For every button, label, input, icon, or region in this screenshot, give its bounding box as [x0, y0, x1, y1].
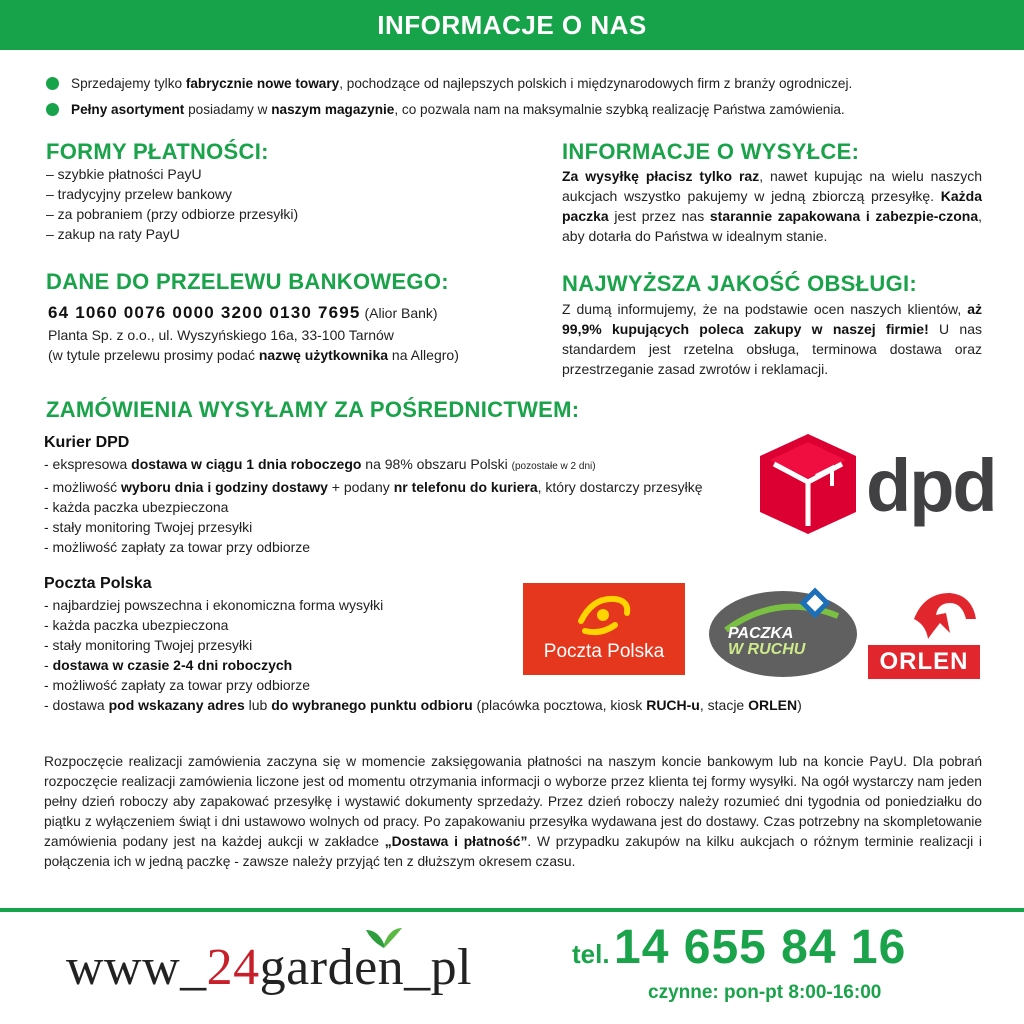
- bank-note: (w tytule przelewu prosimy podać nazwę użytkownika na Allegro): [48, 347, 459, 363]
- payment-title: FORMY PŁATNOŚCI:: [46, 139, 269, 164]
- dpd-line: - możliwość zapłaty za towar przy odbiorze: [44, 539, 311, 555]
- poczta-line: - stały monitoring Twojej przesyłki: [44, 637, 253, 653]
- page-title: INFORMACJE O NAS: [377, 9, 647, 40]
- dpd-section: [44, 432, 764, 557]
- 24garden-logo: www_24garden_pl: [66, 938, 472, 998]
- bullet-icon: [46, 103, 59, 116]
- tel-label: tel.: [572, 939, 610, 969]
- poczta-line: - najbardziej powszechna i ekonomiczna forma wysyłki: [44, 597, 384, 613]
- shipping-info-text: Za wysyłkę płacisz tylko raz, nawet kupując na wielu naszych aukcjach wszystko pakujemy w jedną zbiorczą przesyłkę. Każda paczka jest przez nas starannie zapakowana i zabezpie-czona, aby dotarła do Państwa w idealnym stanie.: [562, 168, 982, 244]
- dpd-title: Kurier DPD: [44, 434, 130, 451]
- intro-item: [46, 96, 996, 122]
- dpd-logo-text: dpd: [866, 444, 996, 527]
- order-processing-info: Rozpoczęcie realizacji zamówienia zaczyna się w momencie zaksięgowania płatności na naszym koncie bankowym lub na koncie PayU. Dla pobrań rozpoczęcie realizacji zamówienia liczone jest od momentu otrzymania informacji o wyborze przez klienta tej formy wysyłki. Na ogół wystarczy nam jeden pełny dzień roboczy aby zapakować przesyłkę i wystawić dokumenty sprzedaży. Przez dzień roboczy należy rozumieć dni tygodnia od poniedziałku do piątku z wyłączeniem świąt i dni ustawowo wolnych od pracy. Po zapakowaniu przesyłka wydawana jest do dostawy. Czas potrzebny na skompletowanie zamówienia podany jest na każdej aukcji w zakładce „Dostawa i płatność”. W przypadku zakupów na kilku aukcjach o różnym terminie realizacji i połączenia ich w jedną paczkę - zawsze należy przyjąć ten z dłuższym okresem czasu.: [44, 754, 982, 869]
- bullet-icon: [46, 77, 59, 90]
- payment-item: – szybkie płatności PayU: [46, 166, 202, 182]
- shipping-info-title: INFORMACJE O WYSYŁCE:: [562, 139, 860, 164]
- paczka-w-ruchu-logo: [708, 586, 858, 678]
- dpd-cube-icon: [760, 434, 856, 534]
- bank-account-row: [48, 301, 498, 325]
- header-bar: [0, 0, 1024, 50]
- payment-item: – tradycyjny przelew bankowy: [46, 186, 232, 202]
- intro-item: [46, 70, 996, 96]
- dpd-line: - stały monitoring Twojej przesyłki: [44, 519, 253, 535]
- quality-title: NAJWYŻSZA JAKOŚĆ OBSŁUGI:: [562, 271, 918, 296]
- orlen-logo: [866, 589, 982, 679]
- tel-number: 14 655 84 16: [614, 921, 907, 974]
- payment-list: [46, 164, 466, 244]
- carriers-title: ZAMÓWIENIA WYSYŁAMY ZA POŚREDNICTWEM:: [46, 397, 580, 422]
- opening-hours: czynne: pon-pt 8:00-16:00: [648, 982, 882, 1003]
- orlen-eagle-icon: [910, 589, 980, 641]
- phone-contact: [572, 920, 906, 975]
- bank-address: Planta Sp. z o.o., ul. Wyszyńskiego 16a, 33-100 Tarnów: [48, 327, 394, 343]
- bank-name: (Alior Bank): [364, 305, 438, 321]
- ruch-logo-text: PACZKA W RUCHU: [728, 625, 806, 658]
- payment-item: – zakup na raty PayU: [46, 226, 180, 242]
- poczta-logo-text: Poczta Polska: [543, 641, 665, 662]
- dpd-line: - każda paczka ubezpieczona: [44, 499, 229, 515]
- poczta-line: - możliwość zapłaty za towar przy odbiorze: [44, 677, 311, 693]
- bank-title: DANE DO PRZELEWU BANKOWEGO:: [46, 269, 449, 294]
- quality-text: Z dumą informujemy, że na podstawie ocen naszych klientów, aż 99,9% kupujących poleca zakupy w naszej firmie! U nas standardem jest rzetelna obsługa, terminowa dostawa oraz przestrzeganie zasad zwrotów i reklamacji.: [562, 301, 982, 377]
- poczta-line: - dostawa w czasie 2-4 dni roboczych: [44, 657, 293, 673]
- posthorn-icon: [575, 591, 633, 639]
- bank-details: [48, 301, 498, 365]
- poczta-line: - każda paczka ubezpieczona: [44, 617, 229, 633]
- dpd-line: - możliwość wyboru dnia i godziny dostawy + podany nr telefonu do kuriera, który dostarczy przesyłkę: [44, 479, 703, 495]
- footer-divider: [0, 908, 1024, 912]
- leaf-icon: [364, 926, 404, 948]
- bank-account-number: 64 1060 0076 0000 3200 0130 7695: [48, 303, 361, 322]
- poczta-title: Poczta Polska: [44, 575, 152, 592]
- poczta-line: - dostawa pod wskazany adres lub do wybranego punktu odbioru (placówka pocztowa, kiosk RUCH-u, stacje ORLEN): [44, 697, 802, 713]
- orlen-logo-text: ORLEN: [868, 645, 980, 679]
- poczta-polska-logo: [523, 583, 685, 675]
- intro-text: Pełny asortyment posiadamy w naszym magazynie, co pozwala nam na maksymalnie szybką realizację Państwa zamówienia.: [71, 101, 845, 117]
- intro-list: [46, 70, 996, 122]
- intro-text: Sprzedajemy tylko fabrycznie nowe towary, pochodzące od najlepszych polskich i międzynarodowych firm z branży ogrodniczej.: [71, 75, 853, 91]
- dpd-line: - ekspresowa dostawa w ciągu 1 dnia roboczego na 98% obszaru Polski (pozostałe w 2 dni): [44, 456, 596, 472]
- payment-item: – za pobraniem (przy odbiorze przesyłki): [46, 206, 299, 222]
